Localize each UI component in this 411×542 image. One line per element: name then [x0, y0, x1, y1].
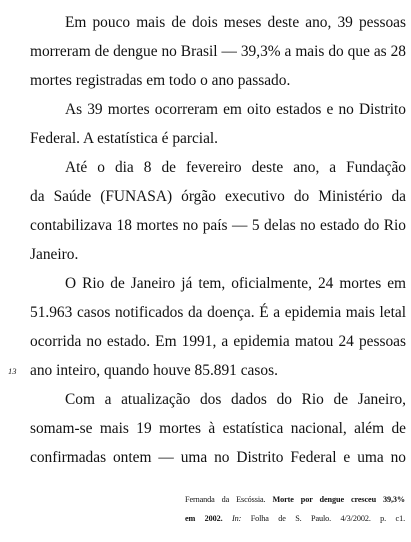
line-text: Janeiro. [30, 246, 79, 263]
text-line [30, 95, 406, 124]
text-line [30, 37, 406, 66]
line-text: As 39 mortes ocorreram em oito estados e no Distrito [65, 101, 406, 118]
line-text: 51.963 casos notificados da doença. É a epidemia mais letal [30, 304, 406, 321]
line-text: da Saúde (FUNASA) órgão executivo do Ministério da [30, 188, 406, 205]
citation-in-label: In: [232, 514, 242, 523]
citation-line-1 [185, 490, 405, 509]
text-line [30, 240, 406, 269]
line-text: Federal. A estatística é parcial. [30, 130, 219, 147]
line-text: confirmadas ontem — uma no Distrito Federal e uma no [30, 449, 406, 466]
text-line [30, 385, 406, 414]
text-line [30, 124, 406, 153]
text-line [30, 211, 406, 240]
text-line [30, 153, 406, 182]
line-text: O Rio de Janeiro já tem, oficialmente, 24 mortes em [65, 275, 406, 292]
text-line [30, 414, 406, 443]
line-text: mortes registradas em todo o ano passado. [30, 72, 291, 89]
line-text: somam-se mais 19 mortes à estatística nacional, além de [30, 420, 406, 437]
text-line [30, 8, 406, 37]
citation-author: Fernanda da Escóssia. [185, 495, 266, 504]
line-text: Até o dia 8 de fevereiro deste ano, a Fundação [65, 159, 406, 176]
line-text: Com a atualização dos dados do Rio de Janeiro, [65, 391, 406, 408]
text-line [30, 443, 406, 472]
citation-line-2 [185, 509, 405, 528]
line-text: ocorrida no estado. Em 1991, a epidemia matou 24 pessoas [30, 333, 406, 350]
citation-title: Morte por dengue cresceu 39,3% [272, 495, 406, 504]
text-line [30, 327, 406, 356]
passage-text [8, 8, 406, 472]
citation-title-cont: em 2002. [185, 514, 223, 523]
text-line [30, 298, 406, 327]
text-line [30, 182, 406, 211]
citation [185, 490, 405, 528]
line-number: 13 [8, 366, 17, 376]
text-line [8, 356, 406, 385]
citation-source: Folha de S. Paulo. 4/3/2002. p. c1. [250, 514, 406, 523]
line-text: ano inteiro, quando houve 85.891 casos. [30, 362, 278, 379]
line-text: contabilizava 18 mortes no país — 5 delas no estado do Rio [30, 217, 406, 234]
line-text: morreram de dengue no Brasil — 39,3% a mais do que as 28 [30, 43, 406, 60]
text-line [30, 269, 406, 298]
line-text: Em pouco mais de dois meses deste ano, 39 pessoas [65, 14, 406, 31]
text-line [30, 66, 406, 95]
